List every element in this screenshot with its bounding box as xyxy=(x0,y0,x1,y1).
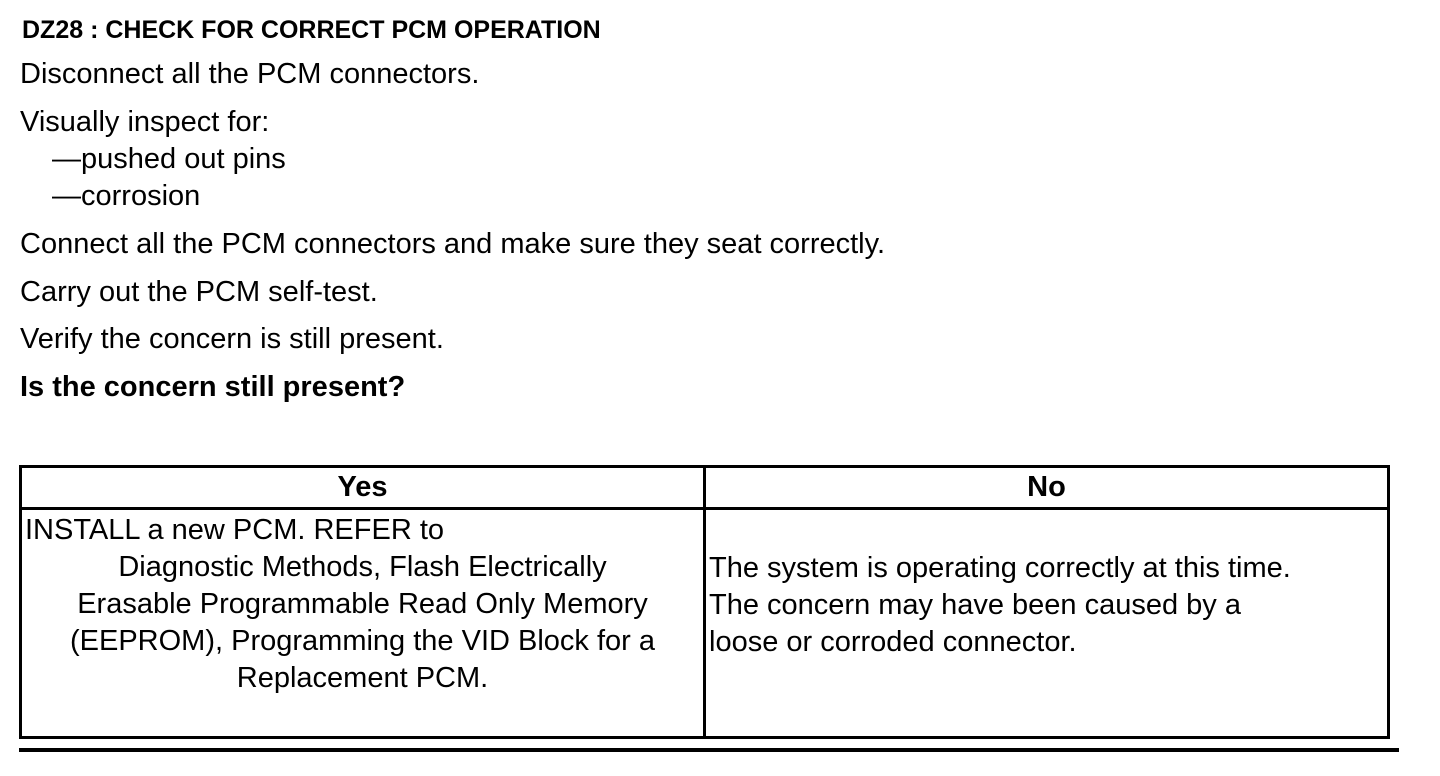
yes-line: Replacement PCM. xyxy=(236,662,489,694)
step-selftest: Carry out the PCM self-test. xyxy=(20,276,378,308)
step-inspect: Visually inspect for: xyxy=(20,106,270,138)
table-row xyxy=(21,509,1389,738)
header-yes: Yes xyxy=(21,467,705,509)
no-line: The concern may have been caused by a xyxy=(709,589,1241,621)
header-no: No xyxy=(705,467,1389,509)
step-connect: Connect all the PCM connectors and make sure they seat correctly. xyxy=(20,228,886,260)
yes-action: INSTALL a new PCM. REFER to xyxy=(25,514,445,546)
yes-line: Diagnostic Methods, Flash Electrically xyxy=(118,551,607,583)
result-table xyxy=(19,465,1390,739)
yes-line: Erasable Programmable Read Only Memory xyxy=(77,588,648,620)
no-line: loose or corroded connector. xyxy=(709,626,1077,658)
no-cell xyxy=(705,509,1389,738)
inspect-bullet-pins: —pushed out pins xyxy=(52,143,286,175)
yes-cell xyxy=(21,509,705,738)
inspect-bullet-corrosion: —corrosion xyxy=(52,180,201,212)
no-line: The system is operating correctly at this time. xyxy=(709,552,1291,584)
step-verify: Verify the concern is still present. xyxy=(20,323,444,355)
question: Is the concern still present? xyxy=(20,371,406,403)
yes-line: (EEPROM), Programming the VID Block for a xyxy=(70,625,655,657)
section-heading: DZ28 : CHECK FOR CORRECT PCM OPERATION xyxy=(22,16,601,44)
bottom-divider xyxy=(19,748,1399,752)
step-disconnect: Disconnect all the PCM connectors. xyxy=(20,58,480,90)
table-header-row xyxy=(21,467,1389,509)
